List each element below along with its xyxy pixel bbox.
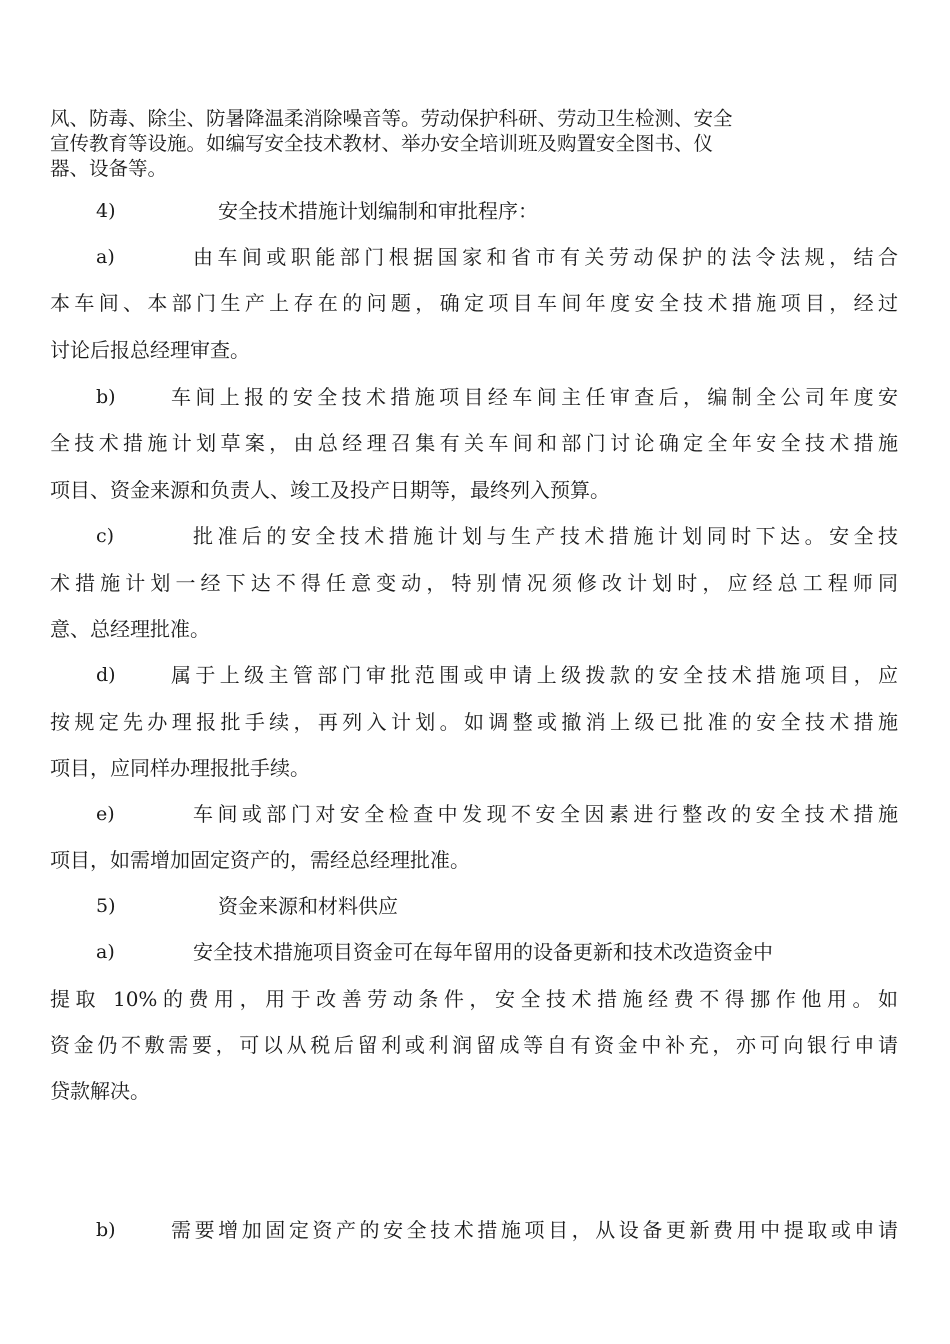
top-text-line-1: 风、防毒、除尘、防暑降温柔消除噪音等。劳动保护科研、劳动卫生检测、安全 — [50, 107, 733, 130]
item-5a-line-2: 提取 10%的费用，用于改善劳动条件，安全技术措施经费不得挪作他用。如 — [50, 987, 898, 1011]
item-5a-line-3: 资金仍不敷需要，可以从税后留利或利润留成等自有资金中补充，亦可向银行申请 — [50, 1033, 898, 1057]
item-4c-line-2: 术措施计划一经下达不得任意变动，特别情况须修改计划时，应经总工程师同 — [50, 571, 898, 595]
section-5-heading: 资金来源和材料供应 — [218, 894, 398, 918]
item-4a-line-1: 由车间或职能部门根据国家和省市有关劳动保护的法令法规，结合 — [193, 245, 898, 269]
section-4-heading: 安全技术措施计划编制和审批程序： — [218, 199, 538, 223]
item-4c-line-3: 意、总经理批准。 — [50, 617, 210, 641]
item-4e-line-2: 项目，如需增加固定资产的，需经总经理批准。 — [50, 848, 470, 872]
top-text-line-3: 器、设备等。 — [50, 157, 168, 180]
item-4b-marker: b) — [96, 386, 116, 408]
item-4d-marker: d) — [96, 664, 116, 686]
item-4e-marker: e) — [96, 803, 115, 825]
item-4b-line-3: 项目、资金来源和负责人、竣工及投产日期等，最终列入预算。 — [50, 478, 610, 502]
item-4e-line-1: 车间或部门对安全检查中发现不安全因素进行整改的安全技术措施 — [193, 802, 898, 826]
item-4d-line-2: 按规定先办理报批手续，再列入计划。如调整或撤消上级已批准的安全技术措施 — [50, 710, 898, 734]
item-4b-line-2: 全技术措施计划草案，由总经理召集有关车间和部门讨论确定全年安全技术措施 — [50, 431, 898, 455]
item-5b-marker: b) — [96, 1219, 116, 1241]
item-5a-line-4: 贷款解决。 — [50, 1079, 150, 1103]
item-4d-line-3: 项目，应同样办理报批手续。 — [50, 756, 310, 780]
item-4a-line-3: 讨论后报总经理审查。 — [50, 338, 250, 362]
section-4-marker: 4) — [96, 200, 116, 222]
item-4c-line-1: 批准后的安全技术措施计划与生产技术措施计划同时下达。安全技 — [193, 524, 898, 548]
section-5-marker: 5) — [96, 895, 116, 917]
item-4a-marker: a) — [96, 246, 115, 268]
item-5b-line-1: 需要增加固定资产的安全技术措施项目，从设备更新费用中提取或申请 — [171, 1218, 898, 1242]
item-4d-line-1: 属于上级主管部门审批范围或申请上级拨款的安全技术措施项目，应 — [171, 663, 898, 687]
item-4b-line-1: 车间上报的安全技术措施项目经车间主任审查后，编制全公司年度安 — [171, 385, 898, 409]
item-5a-marker: a) — [96, 941, 115, 963]
item-4a-line-2: 本车间、本部门生产上存在的问题，确定项目车间年度安全技术措施项目，经过 — [50, 291, 898, 315]
item-4c-marker: c) — [96, 525, 115, 547]
item-5a-line-1: 安全技术措施项目资金可在每年留用的设备更新和技术改造资金中 — [193, 940, 773, 964]
top-text-line-2: 宣传教育等设施。如编写安全技术教材、举办安全培训班及购置安全图书、仪 — [50, 132, 714, 155]
